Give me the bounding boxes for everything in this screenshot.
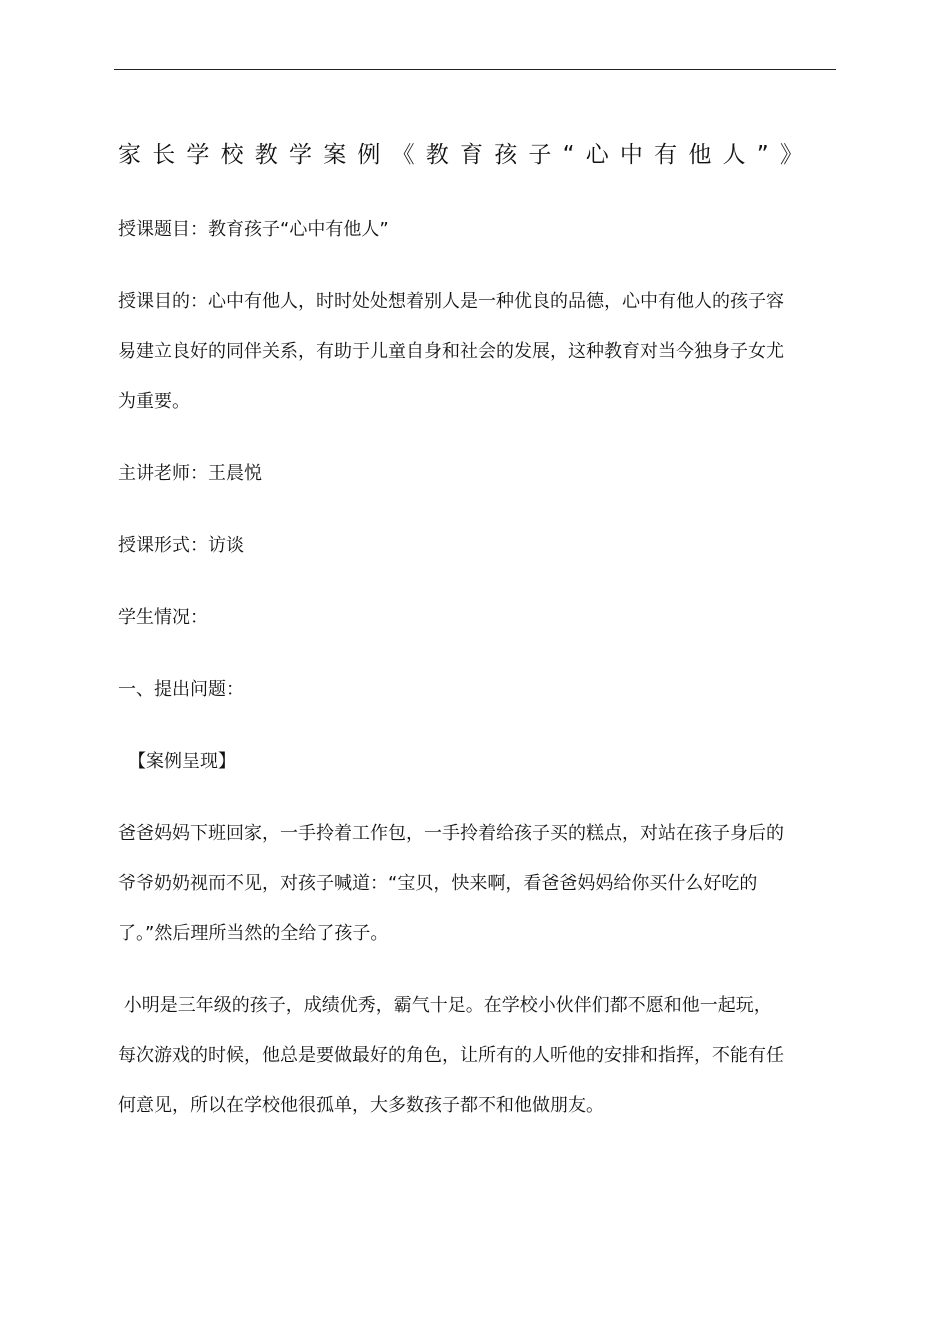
case-story-line: 何意见，所以在学校他很孤单，大多数孩子都不和他做朋友。 xyxy=(118,1095,604,1116)
lesson-purpose-line: 授课目的：心中有他人，时时处处想着别人是一种优良的品德，心中有他人的孩子容 xyxy=(118,291,784,312)
document-title: 家长学校教学案例《教育孩子“心中有他人”》 xyxy=(118,142,815,168)
lesson-topic xyxy=(118,205,830,255)
case-heading-text: 【案例呈现】 xyxy=(128,751,236,772)
lesson-topic-text: 授课题目：教育孩子“心中有他人” xyxy=(118,219,389,240)
lesson-purpose-line: 为重要。 xyxy=(118,391,190,412)
case-story-1 xyxy=(118,809,830,959)
case-story-line: 了。”然后理所当然的全给了孩子。 xyxy=(118,923,389,944)
lesson-teacher xyxy=(118,449,830,499)
lesson-purpose xyxy=(118,277,830,427)
case-heading xyxy=(128,737,840,787)
case-story-line: 小明是三年级的孩子，成绩优秀，霸气十足。在学校小伙伴们都不愿和他一起玩， xyxy=(118,995,772,1016)
case-story-line: 爷爷奶奶视而不见，对孩子喊道：“宝贝，快来啊，看爸爸妈妈给你买什么好吃的 xyxy=(118,873,758,894)
header-rule xyxy=(114,69,836,70)
lesson-form xyxy=(118,521,830,571)
lesson-purpose-line: 易建立良好的同伴关系，有助于儿童自身和社会的发展，这种教育对当今独身子女尤 xyxy=(118,341,784,362)
case-story-line: 每次游戏的时候，他总是要做最好的角色，让所有的人听他的安排和指挥，不能有任 xyxy=(118,1045,784,1066)
lesson-teacher-text: 主讲老师：王晨悦 xyxy=(118,463,262,484)
student-situation-text: 学生情况： xyxy=(118,607,208,628)
case-story-2 xyxy=(118,981,830,1131)
section-heading xyxy=(118,665,830,715)
lesson-form-text: 授课形式：访谈 xyxy=(118,535,244,556)
student-situation xyxy=(118,593,830,643)
section-heading-text: 一、提出问题： xyxy=(118,679,244,700)
case-story-line: 爸爸妈妈下班回家，一手拎着工作包，一手拎着给孩子买的糕点，对站在孩子身后的 xyxy=(118,823,784,844)
